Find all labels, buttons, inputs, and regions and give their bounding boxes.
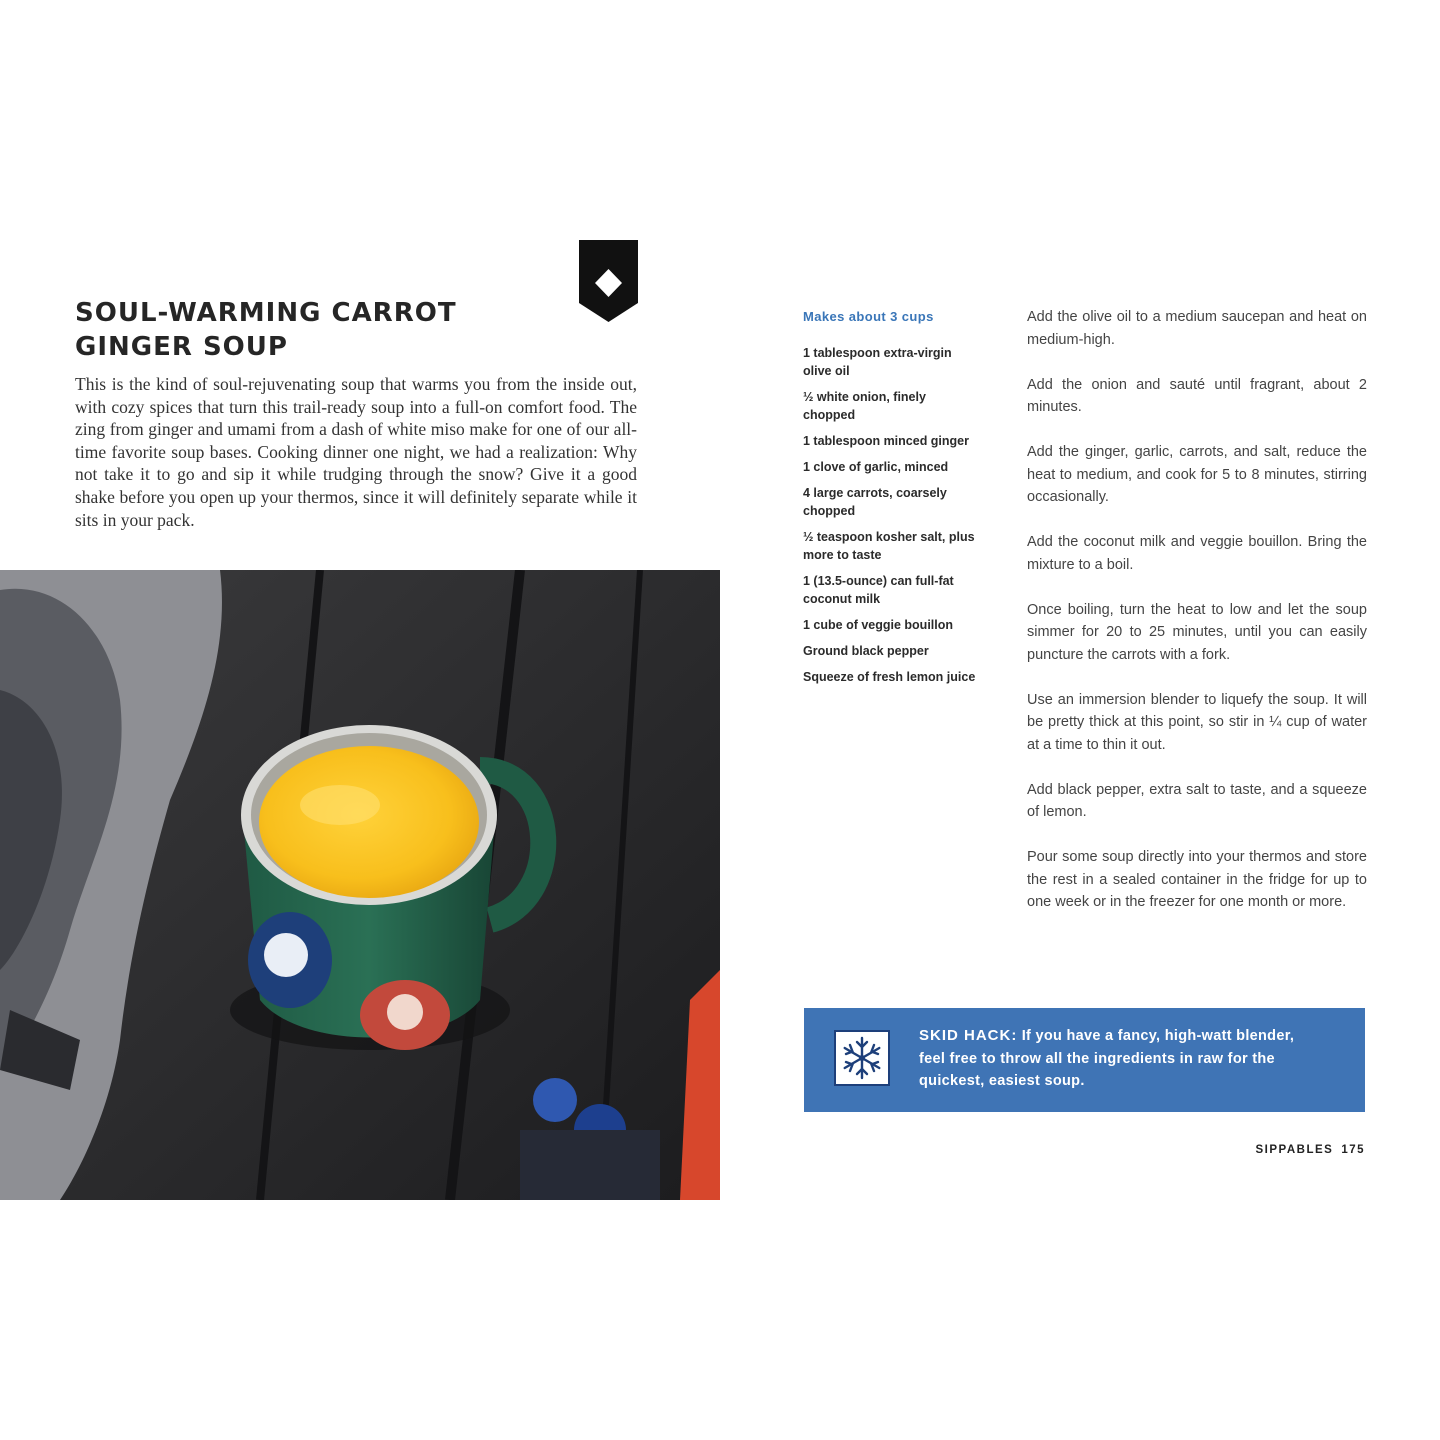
ingredient-item: 1 clove of garlic, minced — [803, 460, 949, 474]
skid-hack-box — [804, 1008, 1365, 1112]
ingredient-item: 4 large carrots, coarsely chopped — [803, 486, 947, 518]
recipe-title-line-1: SOUL-WARMING CARROT — [75, 298, 457, 328]
method-steps — [1027, 306, 1367, 936]
recipe-intro: This is the kind of soul-rejuvenating soup that warms you from the inside out, with cozy spices that turn this trail-ready soup into a full-on comfort food. The zing from ginger and umami from a dash of white miso make for one of our all-time favorite soup bases. Cooking dinner one night, we had a realization: Why not take it to go and sip it while trudging through the snow? Give it a good shake before you open up your thermos, since it will definitely separate while it sits in your pack. — [75, 374, 637, 530]
method-step: Add the onion and sauté until fragrant, about 2 minutes. — [1027, 376, 1367, 415]
ingredient-item: ½ teaspoon kosher salt, plus more to taste — [803, 530, 975, 562]
method-step: Add the ginger, garlic, carrots, and salt, reduce the heat to medium, and cook for 5 to 8 minutes, stirring occasionally. — [1027, 444, 1367, 505]
method-step: Once boiling, turn the heat to low and let the soup simmer for 20 to 25 minutes, until you can easily puncture the carrots with a fork. — [1027, 601, 1367, 663]
ingredient-item: 1 cube of veggie bouillon — [803, 618, 954, 632]
difficulty-badge-icon — [579, 240, 638, 322]
page-number: 175 — [1341, 1144, 1365, 1156]
ingredient-item: ½ white onion, finely chopped — [803, 390, 926, 422]
section-name: SIPPABLES — [1255, 1144, 1334, 1156]
method-step: Add black pepper, extra salt to taste, and a squeeze of lemon. — [1027, 781, 1367, 820]
method-step: Add the coconut milk and veggie bouillon. Bring the mixture to a boil. — [1027, 534, 1367, 573]
method-step: Add the olive oil to a medium saucepan and heat on medium-high. — [1027, 309, 1367, 348]
ingredient-item: 1 tablespoon extra-virgin olive oil — [803, 346, 952, 378]
soup-mug-photo — [0, 570, 720, 1200]
ingredient-item: Squeeze of fresh lemon juice — [803, 670, 976, 684]
snowflake-icon — [834, 1030, 890, 1086]
method-step: Pour some soup directly into your thermos and store the rest in a sealed container in the fridge for up to one week or in the freezer for one month or more. — [1027, 849, 1367, 910]
skid-hack-label: SKID HACK: — [919, 1027, 1018, 1044]
skid-hack-body: If you have a fancy, high-watt blender, feel free to throw all the ingredients in raw for the quickest, easiest soup. — [919, 1028, 1295, 1089]
ingredient-item: 1 (13.5-ounce) can full-fat coconut milk — [803, 574, 954, 606]
page-footer — [1180, 1144, 1365, 1156]
skid-hack-text — [919, 1025, 1324, 1093]
ingredient-list — [803, 344, 978, 694]
recipe-title-line-2: GINGER SOUP — [75, 332, 288, 362]
method-step: Use an immersion blender to liquefy the soup. It will be pretty thick at this point, so stir in ¼ cup of water at a time to thin it out. — [1027, 691, 1367, 753]
recipe-title — [75, 296, 575, 364]
ingredient-item: Ground black pepper — [803, 644, 929, 658]
recipe-yield: Makes about 3 cups — [803, 309, 934, 324]
ingredient-item: 1 tablespoon minced ginger — [803, 434, 969, 448]
